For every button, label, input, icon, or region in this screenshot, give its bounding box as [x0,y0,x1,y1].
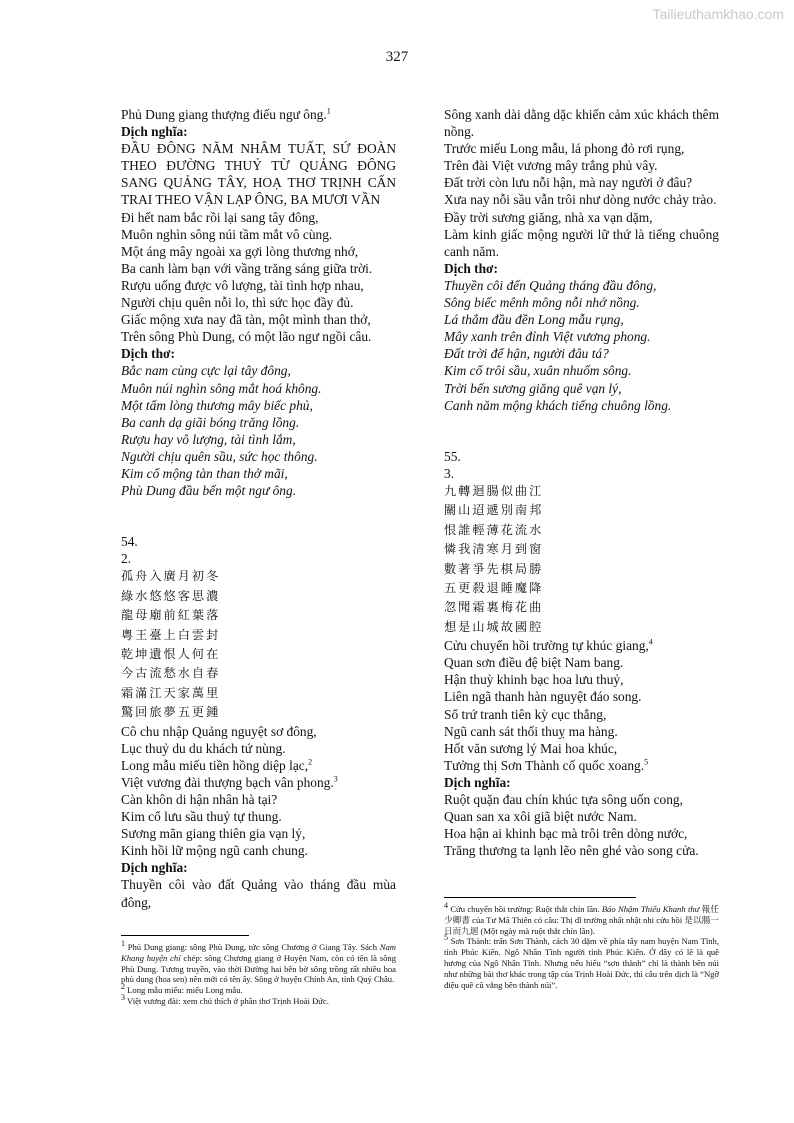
transliteration-line: Hận thuỳ khinh bạc hoa lưu thuỷ, [444,672,624,688]
transliteration-line: Lục thuỷ du du khách tứ nùng. [121,740,286,756]
verse-line: Đất trời để hận, người đâu tá? [444,346,609,362]
left-column [121,106,396,911]
translation-line: Sông xanh dài dằng dặc khiến cảm xúc khách thêm nồng. [444,107,719,140]
verse-line: Trời bến sương giăng quê vạn lý, [444,380,622,396]
chinese-line: 粵王臺上白雲封 [121,627,221,642]
chinese-line: 孤舟入廣月初冬 [121,569,221,584]
footnote-ref[interactable]: 2 [308,757,313,767]
verse-line: Phù Dung đầu bến một ngư ông. [121,483,297,499]
section-heading: Dịch nghĩa: [121,860,188,876]
transliteration-line: Ngũ canh sát thối thuỵ ma hàng. [444,723,618,739]
transliteration-line: Kinh hồi lữ mộng ngũ canh chung. [121,843,308,859]
transliteration-line: Cửu chuyển hồi trường tự khúc giang,$^4$ [444,637,653,654]
footnotes-left [121,935,396,1007]
verse-line: Sông biếc mênh mông nỗi nhớ nồng. [444,295,640,311]
translation-line: Một áng mây ngoài xa gợi lòng thương nhớ, [121,243,359,259]
footnote-ref[interactable]: 5 [644,757,649,767]
translation-line: Xưa nay nỗi sầu vẫn trôi như dòng nước chảy trào. [444,192,717,208]
footnote-2: $^2$ Long mẫu miếu: miếu Long mẫu. [121,982,243,996]
translation-line: Trên sông Phù Dung, có một lão ngư ngồi câu. [121,329,372,345]
transliteration-line: Việt vương đài thượng bạch vân phong.$^3$ [121,774,338,790]
footnote-divider [444,897,636,898]
footnote-1: $^1$ Phủ Dung giang: sông Phù Dung, tức sông Chương ở Giang Tây. Sách Nam Khang huyện chí chép: sông Chương giang ở Huyện Nam, còn có tên là sông Phù Dung. Tương truyền, vào thời Đường hai bên bờ sông trồng rất nhiều hoa phù dung (hoa sen) nên mới có tên ấy. Sông ở huyện Chính An, tỉnh Quý Châu. [121,939,396,985]
watermark: Tailieuthamkhao.com [652,6,784,22]
translation-line: Rượu uống được vô lượng, tài tình hợp nhau, [121,277,364,293]
verse-line: Người chịu quên sầu, sức học thông. [121,448,318,464]
chinese-line: 忽聞霜裏梅花曲 [444,600,544,615]
right-column [444,106,719,859]
chinese-line: 數著爭先棋局勝 [444,561,544,576]
footnote-5: $^5$ Sơn Thành: trấn Sơn Thành, cách 30 dặm về phía tây nam huyện Nam Tĩnh, tỉnh Phúc Kiến. Ngô Nhân Tĩnh người tỉnh Phúc Kiến. Ở đây có lẽ là quê hương của Ngô Nhân Tĩnh. Nhưng nếu hiểu “sơn thành” chỉ là thành bên núi như những bài thơ khác trong tập của Trịnh Hoài Đức, thì câu trên dịch là “Ngỡ điệu quê cũ vẳng bên thành núi”. [444,933,719,990]
verse-line: Ba canh dạ giãi bóng trăng lồng. [121,414,300,430]
translation-line: Thuyền côi vào đất Quảng vào tháng đầu mùa đông, [121,877,396,910]
verse-line: Canh năm mộng khách tiếng chuông lồng. [444,397,672,413]
verse-line: Mây xanh trên đỉnh Việt vương phong. [444,329,651,345]
transliteration-line: Hốt văn sương lý Mai hoa khúc, [444,740,618,756]
translation-line: Đầy trời sương giăng, nhà xa vạn dặm, [444,209,653,225]
transliteration-line: Kim cổ lưu sầu thuỷ tự thung. [121,809,282,825]
transliteration-line: Liên ngã thanh hàn nguyệt đáo song. [444,689,642,705]
footnote-ref[interactable]: 1 [326,106,331,116]
page-number: 327 [385,49,409,65]
verse-line: Kim cổ mộng tàn than thở mãi, [121,465,288,481]
poem-title-line: Phủ Dung giang thượng điếu ngư ông.$^1$ [121,106,331,122]
chinese-line: 九轉迴腸似曲江 [444,483,544,498]
footnotes-right [444,897,719,990]
transliteration-line: Cô chu nhập Quảng nguyệt sơ đông, [121,723,317,739]
title-translation: ĐẦU ĐÔNG NĂM NHÂM TUẤT, SỨ ĐOÀN THEO ĐƯỜNG THUỶ TỪ QUẢNG ĐÔNG SANG QUẢNG TÂY, HOẠ THƠ TRỊNH CẤN TRAI THEO VẬN LẠP ÔNG, BA MƯƠI VẦN [121,141,396,208]
translation-line: Trăng thương ta lạnh lẽo nên ghé vào song cửa. [444,843,699,859]
translation-line: Trên đài Việt vương mây trắng phủ vây. [444,158,658,174]
chinese-line: 驚回旅夢五更鍾 [121,705,221,720]
chinese-line: 想是山城故國腔 [444,619,544,634]
chinese-line: 綠水悠悠客思濃 [121,588,221,603]
translation-line: Trước miếu Long mẫu, lá phong đỏ rơi rụng, [444,141,685,157]
verse-line: Thuyền côi đến Quảng tháng đầu đông, [444,277,657,293]
chinese-line: 憐我清寒月到窗 [444,542,544,557]
footnote-4: $^4$ Cửu chuyển hồi trường: Ruột thắt chín lần. Báo Nhậm Thiếu Khanh thư 報任少卿書 của Tư Mã Thiên có câu: Thị dĩ trường nhất nhật nhi cửu hồi 是以腸一日而九迴 (Một ngày mà ruột thắt chín lần). [444,901,719,936]
section-heading: Dịch nghĩa: [444,774,511,790]
poem-subnumber: 2. [121,551,132,567]
translation-line: Ruột quặn đau chín khúc tựa sông uốn cong, [444,791,683,807]
translation-line: Làm kinh giấc mộng người lữ thứ là tiếng chuông canh năm. [444,226,719,259]
chinese-line: 五更殺退睡魔降 [444,580,544,595]
translation-line: Đi hết nam bắc rồi lại sang tây đông, [121,209,319,225]
chinese-line: 恨誰輕薄花流水 [444,522,544,537]
translation-line: Đất trời còn lưu nỗi hận, mà nay người ở đâu? [444,175,693,191]
poem-subnumber: 3. [444,465,455,481]
footnote-ref[interactable]: 3 [333,774,338,784]
transliteration-line: Tưởng thị Sơn Thành cố quốc xoang.$^5$ [444,757,649,773]
poem-number: 54. [121,534,138,550]
footnote-divider [121,935,249,936]
translation-line: Muôn nghìn sông núi tầm mắt vô cùng. [121,226,333,242]
chinese-line: 乾坤遺恨人何在 [121,646,221,661]
transliteration-line: Quan sơn điều đệ biệt Nam bang. [444,655,624,671]
transliteration-line: Càn khôn di hận nhân hà tại? [121,791,278,807]
footnote-ref[interactable]: 4 [648,637,653,647]
translation-line: Ba canh làm bạn với vầng trăng sáng giữa trời. [121,260,373,276]
chinese-line: 今古流愁水自春 [121,666,221,681]
verse-line: Rượu hay vô lượng, tài tình lắm, [121,431,296,447]
translation-line: Người chịu quên nỗi lo, thì sức học đầy đủ. [121,295,354,311]
translation-line: Giấc mộng xưa nay đã tàn, một mình than thở, [121,312,371,328]
verse-line: Muôn núi nghìn sông mắt hoá không. [121,380,322,396]
section-heading: Dịch thơ: [121,346,175,362]
poem-number: 55. [444,448,461,464]
section-heading: Dịch thơ: [444,260,498,276]
section-heading: Dịch nghĩa: [121,124,188,140]
verse-line: Lá thắm đầu đền Long mẫu rụng, [444,312,624,328]
verse-line: Một tấm lòng thương mây biếc phủ, [121,397,313,413]
verse-line: Bắc nam cùng cực lại tây đông, [121,363,291,379]
footnote-3: $^3$ Việt vương đài: xem chú thích ở phần thơ Trịnh Hoài Đức. [121,993,329,1006]
transliteration-line: Long mẫu miếu tiền hồng diệp lạc,$^2$ [121,757,313,773]
translation-line: Quan san xa xôi giã biệt nước Nam. [444,809,637,825]
chinese-line: 關山迢遞別南邦 [444,503,544,518]
chinese-line: 霜滿江天家萬里 [121,685,221,700]
transliteration-line: Sương mãn giang thiên gia vạn lý, [121,826,306,842]
transliteration-line: Sổ trứ tranh tiên kỳ cục thắng, [444,706,607,722]
chinese-line: 龍母廟前紅葉落 [121,608,221,623]
translation-line: Hoa hận ai khinh bạc mà trôi trên dòng nước, [444,826,688,842]
verse-line: Kim cổ trôi sầu, xuân nhuốm sông. [444,363,632,379]
